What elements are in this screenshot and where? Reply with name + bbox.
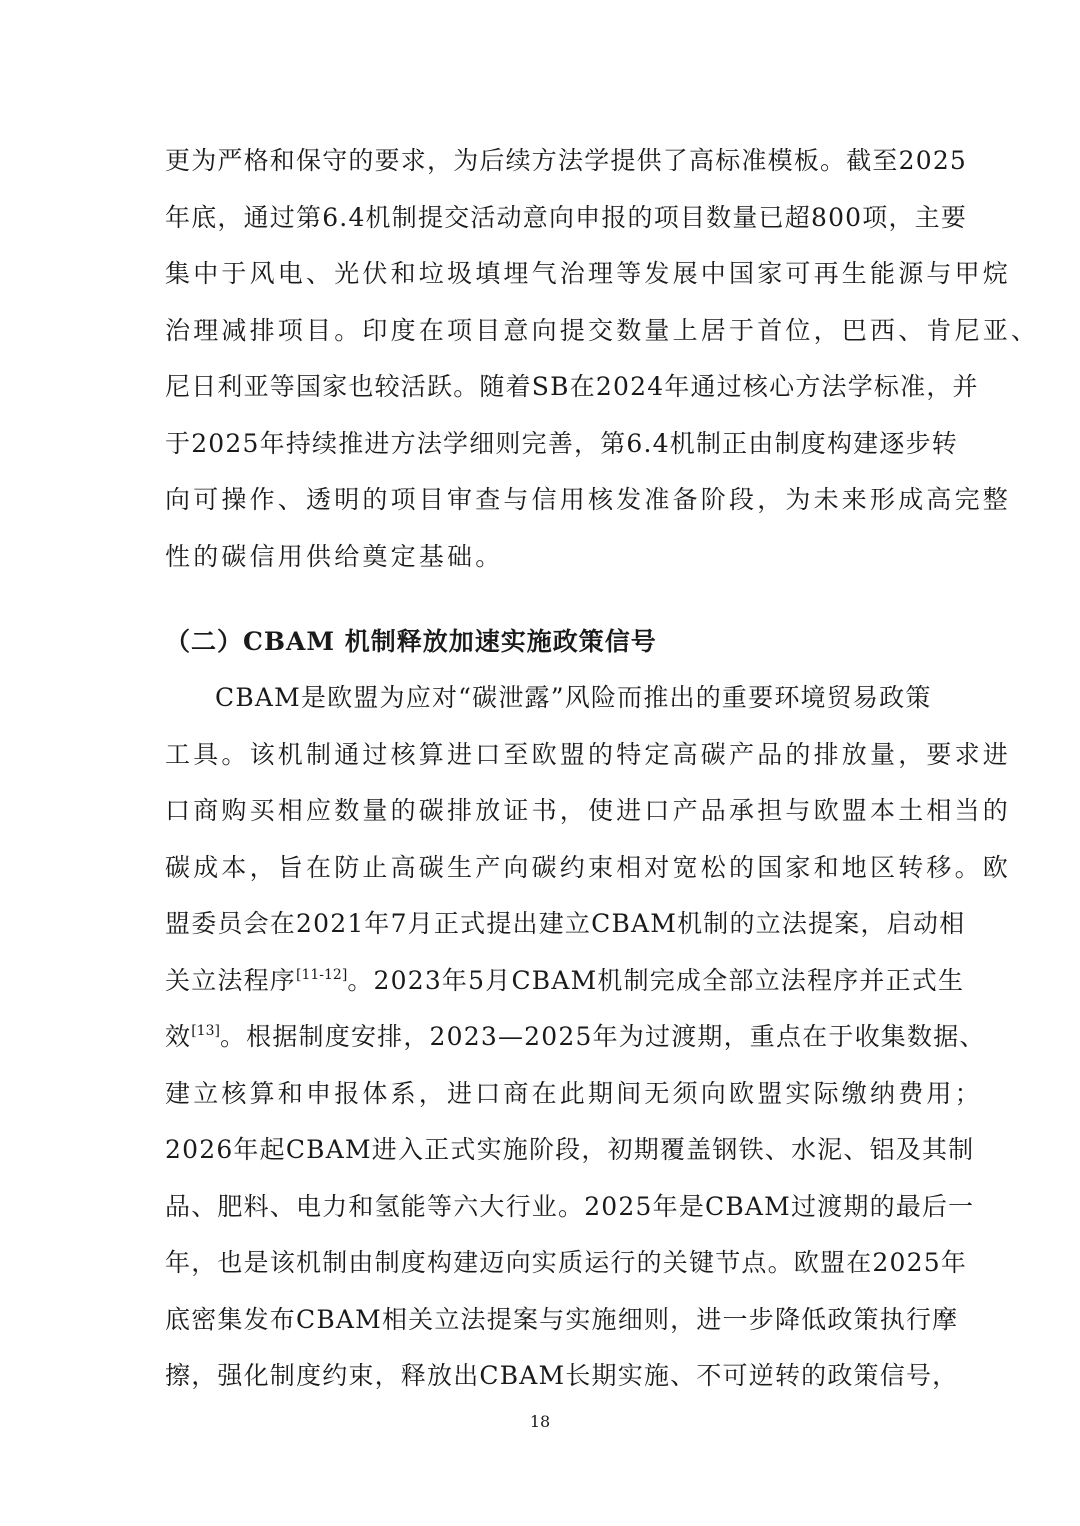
citation-reference: [13] — [191, 1023, 220, 1039]
paragraph-line: 更为严格和保守的要求，为后续方法学提供了高标准模板。截至2025 — [165, 146, 968, 175]
paragraph-line: 于2025年持续推进方法学细则完善，第6.4机制正由制度构建逐步转 — [165, 428, 958, 458]
paragraph-line: CBAM是欧盟为应对“碳泄露”风险而推出的重要环境贸易政策 — [215, 683, 932, 712]
paragraph-line: 碳成本，旨在防止高碳生产向碳约束相对宽松的国家和地区转移。欧 — [165, 852, 1012, 882]
paragraph-line: 治理减排项目。印度在项目意向提交数量上居于首位，巴西、肯尼亚、 — [165, 315, 1040, 345]
paragraph-line: 底密集发布CBAM相关立法提案与实施细则，进一步降低政策执行摩 — [165, 1304, 959, 1334]
line-text: 。根据制度安排，2023—2025年为过渡期，重点在于收集数据、 — [219, 1022, 986, 1051]
line-text: 关立法程序 — [165, 965, 297, 995]
section-heading: （二）CBAM 机制释放加速实施政策信号 — [165, 627, 657, 656]
paragraph-line: 年，也是该机制由制度构建迈向实质运行的关键节点。欧盟在2025年 — [165, 1248, 968, 1277]
citation-reference: [11-12] — [296, 966, 348, 983]
paragraph-line — [165, 953, 965, 1010]
line-text: 效 — [165, 1022, 192, 1051]
line-text: 。2023年5月CBAM机制完成全部立法程序并正式生 — [347, 965, 965, 995]
paragraph-line: 性的碳信用供给奠定基础。 — [165, 541, 504, 571]
paragraph-line: 2026年起CBAM进入正式实施阶段，初期覆盖钢铁、水泥、铝及其制 — [165, 1135, 975, 1164]
paragraph-1 — [165, 133, 1040, 585]
paragraph-line: 品、肥料、电力和氢能等六大行业。2025年是CBAM过渡期的最后一 — [165, 1191, 975, 1221]
paragraph-line: 建立核算和申报体系，进口商在此期间无须向欧盟实际缴纳费用； — [165, 1078, 983, 1108]
paragraph-line: 年底，通过第6.4机制提交活动意向申报的项目数量已超800项，主要 — [165, 202, 968, 232]
paragraph-2 — [165, 670, 1012, 1405]
page-number: 18 — [529, 1412, 551, 1431]
paragraph-line: 口商购买相应数量的碳排放证书，使进口产品承担与欧盟本土相当的 — [165, 796, 1012, 825]
paragraph-line: 盟委员会在2021年7月正式提出建立CBAM机制的立法提案，启动相 — [165, 909, 966, 938]
paragraph-line: 工具。该机制通过核算进口至欧盟的特定高碳产品的排放量，要求进 — [165, 739, 1012, 769]
paragraph-line: 向可操作、透明的项目审查与信用核发准备阶段，为未来形成高完整 — [165, 485, 1012, 514]
paragraph-line: 擦，强化制度约束，释放出CBAM长期实施、不可逆转的政策信号， — [165, 1361, 959, 1390]
paragraph-line: 集中于风电、光伏和垃圾填埋气治理等发展中国家可再生能源与甲烷 — [165, 259, 1012, 288]
paragraph-line — [165, 1009, 986, 1066]
paragraph-line: 尼日利亚等国家也较活跃。随着SB在2024年通过核心方法学标准，并 — [165, 372, 979, 401]
